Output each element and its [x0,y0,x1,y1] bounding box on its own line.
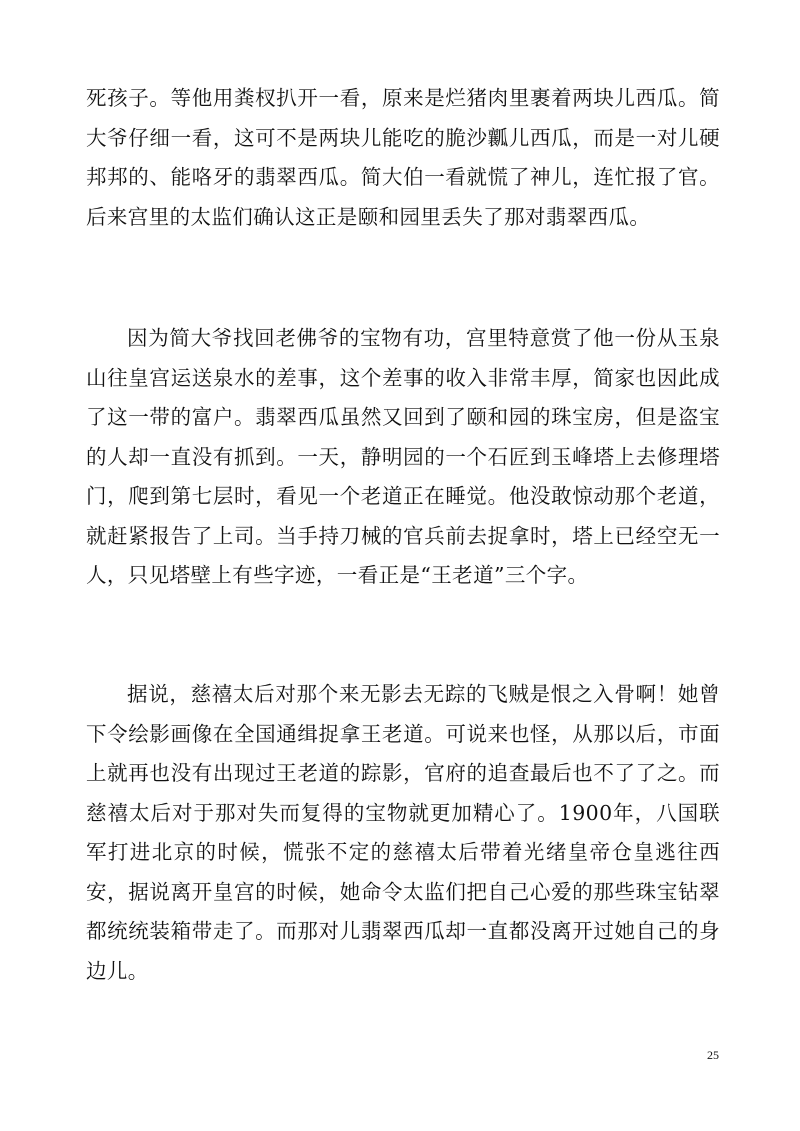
paragraph-1: 死孩子。等他用粪杈扒开一看，原来是烂猪肉里裹着两块儿西瓜。简大爷仔细一看，这可不是两块儿能吃的脆沙瓤儿西瓜，而是一对儿硬邦邦的、能咯牙的翡翠西瓜。简大伯一看就慌了神儿，连忙报了官。后来宫里的太监们确认这正是颐和园里丢失了那对翡翠西瓜。 [86,86,720,229]
page-number: 25 [707,1048,719,1062]
paragraph-2: 因为简大爷找回老佛爷的宝物有功，宫里特意赏了他一份从玉泉山往皇宫运送泉水的差事，这个差事的收入非常丰厚，简家也因此成了这一带的富户。翡翠西瓜虽然又回到了颐和园的珠宝房，但是盗宝的人却一直没有抓到。一天，静明园的一个石匠到玉峰塔上去修理塔门，爬到第七层时，看见一个老道正在睡觉。他没敢惊动那个老道，就赶紧报告了上司。当手持刀械的官兵前去捉拿时，塔上已经空无一人，只见塔壁上有些字迹，一看正是“王老道”三个字。 [86,326,720,587]
paragraph-3: 据说，慈禧太后对那个来无影去无踪的飞贼是恨之入骨啊！她曾下令绘影画像在全国通缉捉拿王老道。可说来也怪，从那以后，市面上就再也没有出现过王老道的踪影，官府的追查最后也不了了之。而慈禧太后对于那对失而复得的宝物就更加精心了。1900年，八国联军打进北京的时候，慌张不定的慈禧太后带着光绪皇帝仓皇逃往西安，据说离开皇宫的时候，她命令太监们把自己心爱的那些珠宝钻翠都统统装箱带走了。而那对儿翡翠西瓜却一直都没离开过她自己的身边儿。 [86,682,720,983]
